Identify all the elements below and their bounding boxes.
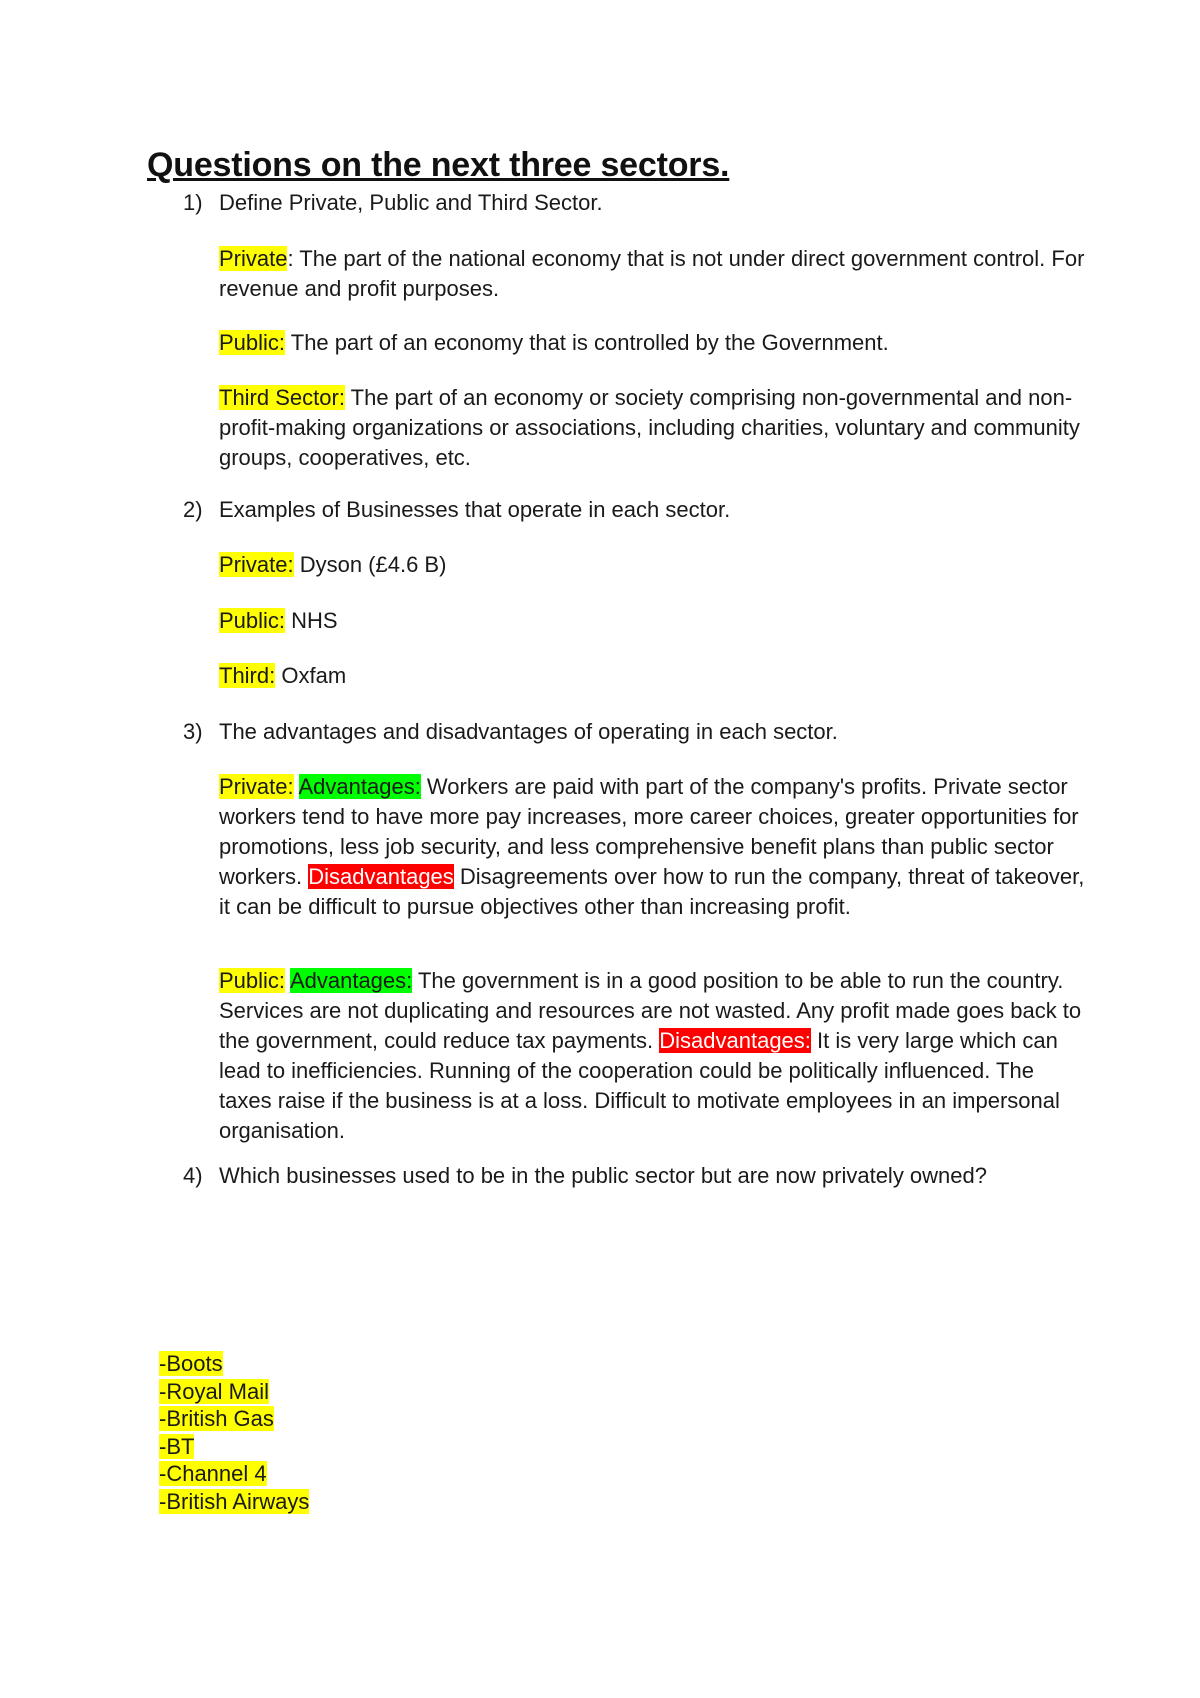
disadvantages-text: Disagreements over how to run the company, threat of takeover, it can be difficult to pursue objectives other than increasing profit. (219, 864, 1085, 919)
disadvantages-text: It is very large which can lead to inefficiencies. Running of the cooperation could be politically influenced. The taxes raise if the business is at a loss. Difficult to motivate employees in an impersonal organisation. (219, 1028, 1060, 1143)
label-disadvantages: Disadvantages: (659, 1028, 811, 1053)
label-advantages: Advantages: (298, 774, 421, 799)
definition-private (219, 244, 1089, 304)
example-third (219, 661, 1089, 691)
label-private: Private (219, 246, 288, 271)
list-item: -Royal Mail (159, 1378, 270, 1404)
list-item: -BT (159, 1433, 195, 1459)
label-disadvantages: Disadvantages (308, 864, 454, 889)
question-number: 4) (183, 1163, 203, 1188)
question-text: Which businesses used to be in the public sector but are now privately owned? (219, 1163, 987, 1188)
example-text: Dyson (£4.6 B) (293, 552, 447, 577)
definition-text: : The part of the national economy that is not under direct government control. For revenue and profit purposes. (219, 246, 1085, 301)
private-advantages-disadvantages (219, 772, 1089, 922)
definition-text: The part of an economy that is controlled by the Government. (285, 330, 889, 355)
question-number: 3) (183, 719, 203, 744)
label-third-sector: Third Sector: (219, 385, 345, 410)
example-public (219, 606, 1089, 636)
label-private: Private: (219, 774, 294, 799)
label-public: Public: (219, 330, 286, 355)
example-private (219, 550, 1089, 580)
label-public: Public: (219, 608, 286, 633)
list-item: -Boots (159, 1351, 223, 1376)
question-text: Examples of Businesses that operate in each sector. (219, 497, 731, 522)
label-public: Public: (219, 968, 286, 993)
example-text: Oxfam (275, 663, 347, 688)
page-title: Questions on the next three sectors. (147, 146, 730, 184)
list-item: -British Airways (159, 1488, 310, 1514)
advantages-text: The government is in a good position to be able to run the country. Services are not duplicating and resources are not wasted. Any profit made goes back to the government, could reduce tax payments. (219, 968, 1082, 1053)
definition-text: The part of an economy or society comprising non-governmental and non-profit-making organizations or associations, including charities, voluntary and community groups, cooperatives, etc. (219, 385, 1080, 470)
public-advantages-disadvantages (219, 966, 1089, 1146)
question-text: Define Private, Public and Third Sector. (219, 190, 603, 215)
question-number: 2) (183, 497, 203, 522)
example-text: NHS (285, 608, 338, 633)
privatised-businesses-list (159, 1350, 309, 1515)
label-private: Private: (219, 552, 294, 577)
advantages-text: Workers are paid with part of the company's profits. Private sector workers tend to have more pay increases, more career choices, greater opportunities for promotions, less job security, and less comprehensive benefit plans than public sector workers. (219, 774, 1079, 889)
list-item: -Channel 4 (159, 1461, 267, 1486)
question-text: The advantages and disadvantages of operating in each sector. (219, 719, 838, 744)
question-number: 1) (183, 190, 203, 215)
definition-public (219, 328, 1089, 358)
label-advantages: Advantages: (289, 968, 413, 993)
list-item: -British Gas (159, 1406, 274, 1431)
label-third: Third: (219, 663, 276, 688)
definition-third-sector (219, 383, 1089, 473)
